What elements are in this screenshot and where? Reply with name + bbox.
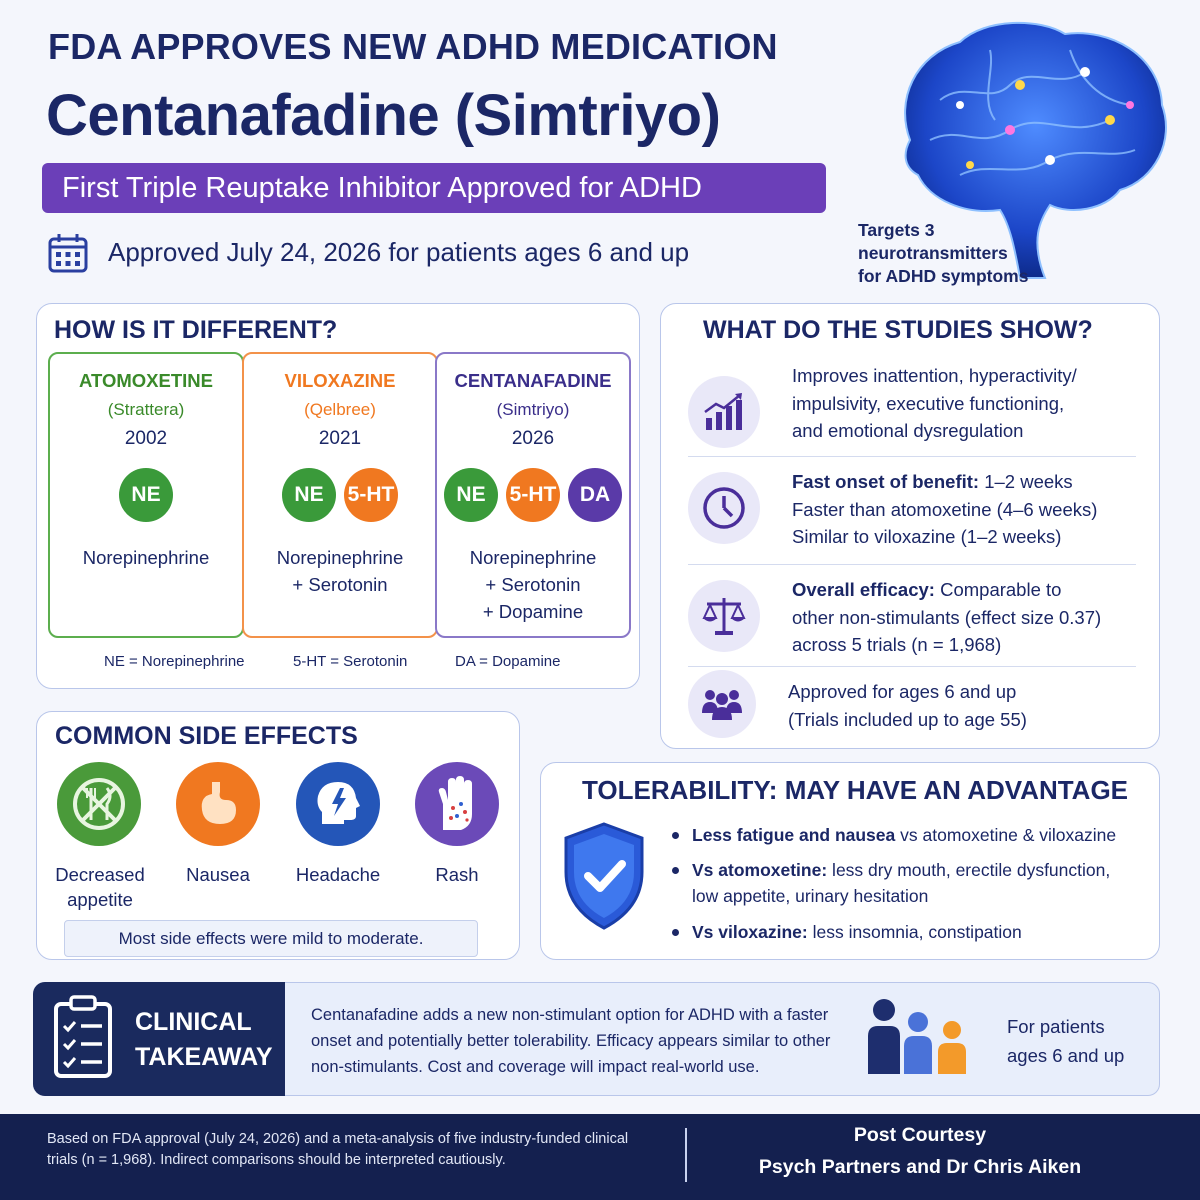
divider (688, 564, 1136, 565)
drug-brand: (Qelbree) (304, 400, 376, 419)
bullet-dot (672, 929, 679, 936)
study-row-ages (688, 670, 1138, 742)
ne-pill: NE (444, 468, 498, 522)
tolerability-bullet (674, 919, 1144, 945)
brain-caption-line: Targets 3 (858, 220, 935, 240)
legend-ne: NE = Norepinephrine (104, 653, 245, 670)
audience-line: ages 6 and up (1007, 1045, 1125, 1066)
people-icon (688, 670, 756, 738)
mechanism-line: Norepinephrine (469, 547, 597, 568)
study-line: other non-stimulants (effect size 0.37) (792, 606, 1102, 628)
approval-date: Approved July 24, 2026 for patients ages 6 and up (108, 237, 690, 267)
5ht-pill: 5-HT (344, 468, 398, 522)
side-effect-label: Rash (435, 864, 479, 885)
scale-icon (688, 580, 760, 652)
mechanism-line: + Dopamine (482, 601, 584, 622)
clipboard-icon (52, 994, 114, 1085)
takeaway-label-line: TAKEAWAY (135, 1043, 273, 1071)
legend-5ht: 5-HT = Serotonin (293, 653, 408, 670)
mechanism-line: Norepinephrine (276, 547, 404, 568)
mechanism-line: + Serotonin (292, 574, 388, 595)
study-bold: Overall efficacy: (792, 579, 935, 600)
drug-card-centanafadine (435, 352, 631, 638)
calendar-icon (46, 231, 90, 275)
side-effects-note: Most side effects were mild to moderate. (64, 920, 478, 957)
stomach-icon (176, 762, 260, 846)
clock-icon (688, 472, 760, 544)
takeaway-text: Centanafadine adds a new non-stimulant option for ADHD with a faster onset and potentially better tolerability. Efficacy appears similar to other non-stimulants. Cost and coverage will impact real-world use. (311, 1006, 831, 1076)
difference-title: HOW IS IT DIFFERENT? (54, 316, 338, 344)
side-effects-title: COMMON SIDE EFFECTS (55, 722, 358, 750)
bullet-bold: Less fatigue and nausea (692, 825, 896, 845)
study-line (792, 468, 1142, 496)
brain-caption-line: for ADHD symptoms (858, 266, 1029, 286)
side-effect-label (50, 862, 150, 912)
divider (688, 456, 1136, 457)
header-kicker: FDA APPROVES NEW ADHD MEDICATION (48, 26, 778, 67)
drug-card-viloxazine (242, 352, 438, 638)
da-pill: DA (568, 468, 622, 522)
bullet-dot (672, 867, 679, 874)
divider (688, 666, 1136, 667)
side-effect-label: Headache (295, 864, 381, 885)
study-line: Approved for ages 6 and up (788, 681, 1017, 702)
bullet-dot (672, 832, 679, 839)
chart-growth-icon (688, 376, 760, 448)
study-line: and emotional dysregulation (792, 420, 1024, 441)
drug-mechanism (437, 544, 629, 625)
study-line: (Trials included up to age 55) (788, 708, 1027, 730)
tolerability-bullet (674, 857, 1144, 909)
legend-da: DA = Dopamine (455, 653, 561, 670)
footer-note: Based on FDA approval (July 24, 2026) and a meta-analysis of five industry-funded clinical trials (n = 1,968). Indirect comparisons should be interpreted cautiously. (47, 1131, 629, 1168)
bullet-rest: vs atomoxetine & viloxazine (895, 825, 1117, 845)
brain-caption (858, 219, 1058, 288)
studies-title: WHAT DO THE STUDIES SHOW? (703, 316, 1093, 344)
study-line: Faster than atomoxetine (4–6 weeks) (792, 498, 1098, 520)
mechanism-line: Norepinephrine (82, 547, 210, 568)
study-rest: 1–2 weeks (979, 471, 1073, 492)
takeaway-audience (1007, 1012, 1124, 1070)
study-row-efficacy (688, 574, 1138, 664)
footer-divider (685, 1128, 687, 1182)
bullet-line: low appetite, urinary hesitation (692, 886, 929, 906)
mechanism-line: + Serotonin (485, 574, 581, 595)
drug-name: ATOMOXETINE (79, 370, 213, 391)
drug-brand: (Simtriyo) (496, 400, 570, 419)
side-effect-line: Decreased (55, 864, 145, 885)
ne-pill: NE (282, 468, 336, 522)
headache-icon (296, 762, 380, 846)
audience-line: For patients (1007, 1016, 1105, 1037)
bullet-bold: Vs viloxazine: (692, 922, 808, 942)
drug-year: 2002 (124, 428, 168, 449)
study-line: Similar to viloxazine (1–2 weeks) (792, 526, 1062, 547)
tolerability-title: TOLERABILITY: MAY HAVE AN ADVANTAGE (582, 775, 1129, 805)
bullet-rest: less insomnia, constipation (807, 922, 1022, 942)
study-line: impulsivity, executive functioning, (792, 392, 1065, 414)
bullet-bold: Vs atomoxetine: (692, 860, 828, 880)
takeaway-label-line: CLINICAL (135, 1008, 252, 1036)
drug-card-atomoxetine (48, 352, 244, 638)
family-icon (862, 996, 974, 1081)
drug-year: 2026 (511, 428, 555, 449)
side-effect-line: appetite (67, 889, 133, 910)
study-line (792, 576, 1142, 604)
study-bold: Fast onset of benefit: (792, 471, 980, 492)
drug-year: 2021 (318, 428, 362, 449)
page-title: Centanafadine (Simtriyo) (46, 83, 721, 148)
tolerability-bullet (674, 822, 1144, 848)
study-row-symptoms (688, 365, 1138, 448)
drug-mechanism (50, 544, 242, 571)
footer-credit: Psych Partners and Dr Chris Aiken (758, 1156, 1082, 1178)
shield-check-icon (562, 820, 646, 937)
drug-name: VILOXAZINE (284, 370, 396, 391)
side-effect-label: Nausea (186, 864, 250, 885)
rash-hand-icon (415, 762, 499, 846)
banner-text: First Triple Reuptake Inhibitor Approved for ADHD (62, 171, 702, 204)
header-banner (42, 163, 826, 213)
5ht-pill: 5-HT (506, 468, 560, 522)
study-line: Improves inattention, hyperactivity/ (792, 365, 1077, 386)
drug-mechanism (244, 544, 436, 598)
ne-pill: NE (119, 468, 173, 522)
bullet-rest: less dry mouth, erectile dysfunction, (827, 860, 1111, 880)
brain-caption-line: neurotransmitters (858, 243, 1008, 263)
study-rest: Comparable to (934, 579, 1062, 600)
study-line: across 5 trials (n = 1,968) (792, 634, 1002, 655)
no-food-icon (57, 762, 141, 846)
drug-brand: (Strattera) (107, 400, 185, 419)
drug-name: CENTANAFADINE (454, 370, 612, 391)
footer-courtesy: Post Courtesy (853, 1124, 987, 1146)
study-row-onset (688, 466, 1138, 556)
takeaway-label (135, 1005, 273, 1075)
